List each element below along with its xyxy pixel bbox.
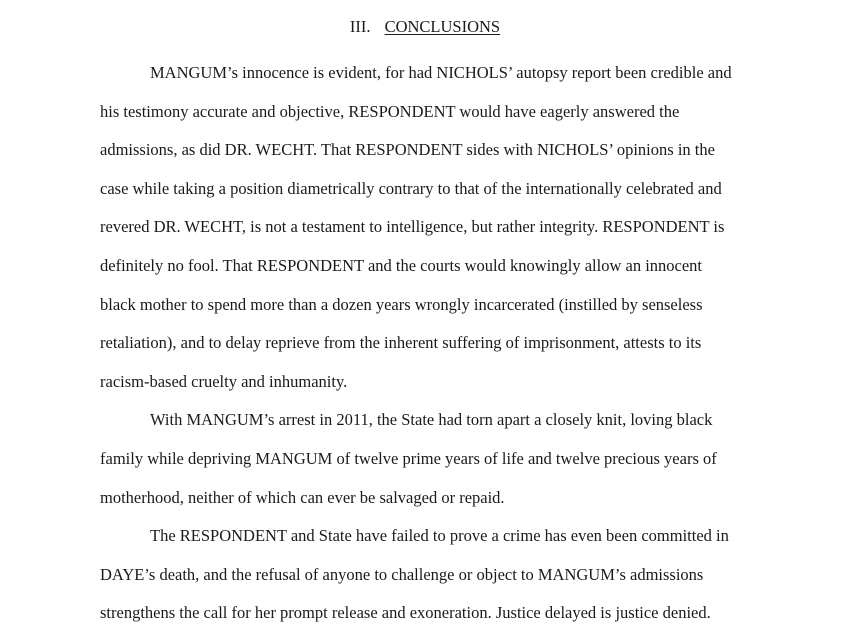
section-number: III.: [349, 17, 371, 36]
paragraph-2-line-3: motherhood, neither of which can ever be salvaged or repaid.: [100, 487, 505, 507]
paragraph-1-line-2: his testimony accurate and objective, RESPONDENT would have eagerly answered the: [100, 101, 680, 121]
section-heading: [0, 16, 850, 38]
paragraph-3-line-1: The RESPONDENT and State have failed to prove a crime has even been committed in: [150, 526, 729, 546]
body-text: [100, 54, 750, 633]
paragraph-1-line-3: admissions, as did DR. WECHT. That RESPONDENT sides with NICHOLS’ opinions in the: [100, 140, 715, 160]
paragraph-1-line-4: case while taking a position diametrically contrary to that of the internationally celebrated and: [100, 178, 722, 198]
paragraph-3-line-2: DAYE’s death, and the refusal of anyone to challenge or object to MANGUM’s admissions: [100, 564, 704, 584]
paragraph-3-line-3: strengthens the call for her prompt release and exoneration. Justice delayed is justice denied.: [100, 603, 711, 623]
paragraph-2-line-2: family while depriving MANGUM of twelve prime years of life and twelve precious years of: [100, 448, 717, 468]
section-title: CONCLUSIONS: [384, 17, 501, 36]
paragraph-1-line-6: definitely no fool. That RESPONDENT and the courts would knowingly allow an innocent: [100, 255, 703, 275]
paragraph-2-line-1: With MANGUM’s arrest in 2011, the State had torn apart a closely knit, loving black: [150, 410, 713, 430]
paragraph-1-line-7: black mother to spend more than a dozen years wrongly incarcerated (instilled by senseless: [100, 294, 703, 314]
paragraph-1-line-5: revered DR. WECHT, is not a testament to intelligence, but rather integrity. RESPONDENT is: [100, 217, 725, 237]
paragraph-1-line-9: racism-based cruelty and inhumanity.: [100, 371, 348, 391]
paragraph-1-line-1: MANGUM’s innocence is evident, for had NICHOLS’ autopsy report been credible and: [150, 63, 732, 82]
paragraph-1-line-8: retaliation), and to delay reprieve from the inherent suffering of imprisonment, attests to its: [100, 333, 702, 353]
